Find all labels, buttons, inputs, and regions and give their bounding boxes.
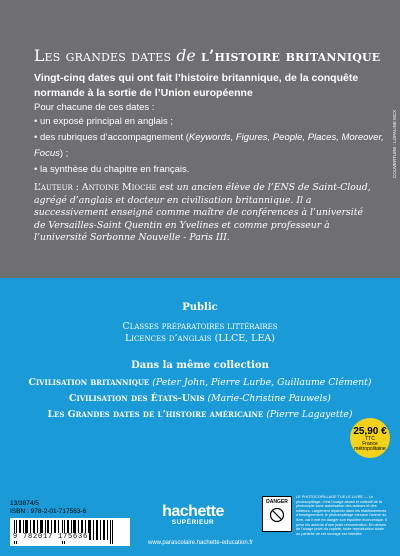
author-bio: L’auteur : Antoine Mioche est un ancien élève de l’ENS de Saint-Cloud, agrégé d’anglais et docteur en civilisation britannique. Il a successivement enseigné comme maître de conférences à l’université de Versailles-Saint Quentin en Yvelines et comme professeur à l’université Sorbonne Nouvelle - Paris III. bbox=[34, 182, 371, 244]
public-heading: Public bbox=[182, 302, 218, 313]
barcode-icon bbox=[10, 518, 130, 546]
list-item: • la synthèse du chapitre en français. bbox=[34, 162, 400, 178]
public-line: Licences d’anglais (LLCE, LEA) bbox=[124, 333, 275, 344]
list-item: • un exposé principal en anglais ; bbox=[34, 114, 400, 130]
collection-item: Civilisation des États-Unis (Marie-Christine Pauwels) bbox=[69, 393, 331, 404]
collection-item: Les Grandes dates de l’histoire américaine (Pierre Lagayette) bbox=[47, 409, 353, 420]
price-badge: 25,90 € TTC France métropolitaine bbox=[350, 418, 390, 458]
publisher-logo: hachette SUPÉRIEUR bbox=[162, 503, 224, 526]
collection-item: Civilisation britannique (Peter John, Pierre Lurbe, Guillaume Clément) bbox=[28, 377, 372, 388]
collection-heading: Dans la même collection bbox=[131, 360, 269, 371]
author-name: Antoine Mioche bbox=[81, 182, 157, 193]
publisher-url[interactable]: www.parascolaire.hachette-education.fr bbox=[148, 540, 254, 546]
info-panel bbox=[0, 278, 400, 556]
copy-warning-icon bbox=[269, 507, 285, 523]
spine-credit: COUVERTURE : LOPALINE MCX bbox=[392, 109, 397, 178]
isbn-code: ISBN : 978-2-01-717563-6 bbox=[10, 508, 87, 515]
contents-list bbox=[34, 114, 400, 178]
list-item: • des rubriques d’accompagnement (Keywords, Figures, People, Places, Moreover, Focus) ; bbox=[34, 130, 400, 162]
book-subtitle: Vingt-cinq dates qui ont fait l’histoire britannique, de la conquête normande à la sortie de l’Union européenne bbox=[34, 72, 359, 99]
author-label: L’auteur bbox=[34, 182, 73, 193]
danger-badge: DANGER bbox=[262, 496, 292, 532]
author-text: est un ancien élève de l’ENS de Saint-Cloud, agrégé d’anglais et docteur en civilisation britannique. Il a successivement enseigné comme maître de conférences à l’université de Versailles-Saint Quentin en Yvelines et comme professeur à l’université Sorbonne Nouvelle - Paris III. bbox=[34, 182, 371, 244]
contents-lead: Pour chacune de ces dates : bbox=[34, 102, 155, 113]
legal-notice: LE PHOTOCOPILLAGE TUE LE LIVRE — Le photocopillage, c’est l’usage abusif et collectif de la photocopie sans autorisation des auteurs et des éditeurs. Largement répandu dans les établissements d’enseignement, le photocopillage menace l’avenir du livre, car il met en danger son équilibre économique. Il prive les auteurs d’une juste rémunération. En dehors de l’usage privé du copiste, toute reproduction totale ou partielle de cet ouvrage est interdite. bbox=[296, 495, 387, 536]
ref-code: 13/3874/5 bbox=[10, 500, 39, 507]
public-line: Classes préparatoires littéraires bbox=[122, 321, 278, 332]
ean-digits: 9 782017 175636 bbox=[13, 533, 89, 541]
book-title: Les grandes dates de l’histoire britannique bbox=[34, 46, 381, 65]
barcode-block bbox=[10, 500, 130, 548]
barcode bbox=[10, 518, 130, 546]
